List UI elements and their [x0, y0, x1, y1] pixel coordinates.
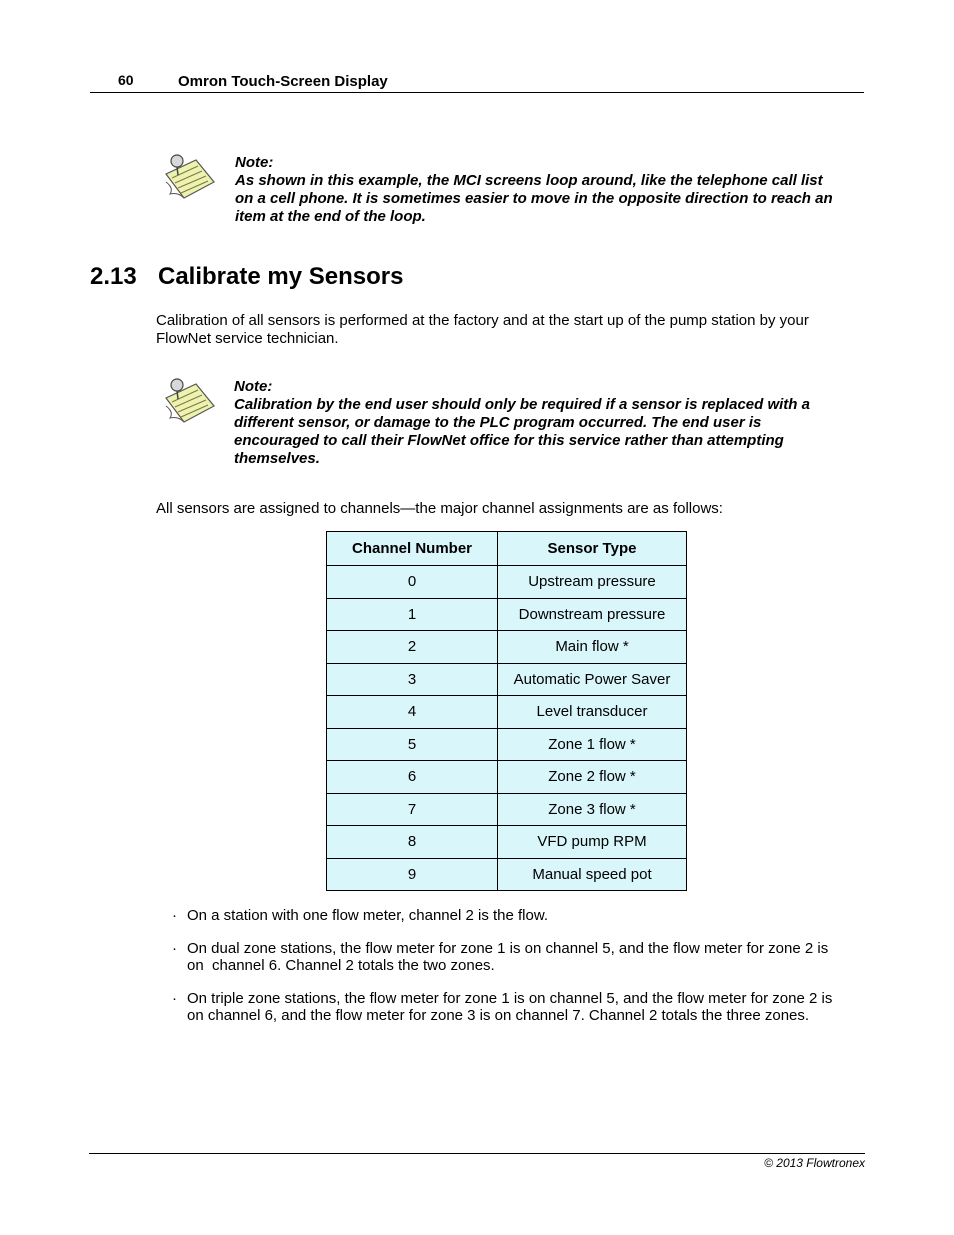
bullet-line: on channel 6. Channel 2 totals the two zones.: [187, 957, 495, 974]
note-pushpin-icon: [160, 152, 218, 202]
section-title: Calibrate my Sensors: [158, 263, 404, 290]
note-line: themselves.: [234, 450, 320, 467]
bullet-line: On triple zone stations, the flow meter for zone 1 is on channel 5, and the flow meter for zone 2 is: [187, 990, 833, 1007]
bullet-marker: ·: [172, 907, 177, 924]
channel-cell: 6: [327, 761, 498, 794]
bullet-marker: ·: [172, 990, 177, 1007]
header-sensor-type: Sensor Type: [498, 532, 687, 566]
note-line: Calibration by the end user should only be required if a sensor is replaced with a: [234, 396, 810, 413]
assign-paragraph: All sensors are assigned to channels—the major channel assignments are as follows:: [156, 500, 723, 517]
bullet-line: on channel 6, and the flow meter for zone 3 is on channel 7. Channel 2 totals the three zones.: [187, 1007, 810, 1024]
channel-cell: 4: [327, 696, 498, 729]
note-label: Note:: [234, 378, 273, 395]
intro-line: FlowNet service technician.: [156, 330, 339, 347]
table-row: [327, 598, 687, 631]
note-pushpin-icon: [160, 376, 218, 426]
list-item: [172, 907, 862, 924]
page-header: [90, 70, 864, 93]
bullet-list: [172, 907, 862, 1040]
sensor-cell: Zone 2 flow *: [498, 761, 687, 794]
sensor-cell: Zone 3 flow *: [498, 793, 687, 826]
page-footer: [89, 1153, 865, 1170]
table-row: [327, 858, 687, 891]
section-number: 2.13: [90, 263, 137, 290]
sensor-cell: Automatic Power Saver: [498, 663, 687, 696]
note-line: different sensor, or damage to the PLC program occurred. The end user is: [234, 414, 762, 431]
note-box-2: [160, 376, 860, 476]
intro-line: Calibration of all sensors is performed at the factory and at the start up of the pump station by your: [156, 312, 809, 329]
intro-paragraph: [156, 312, 856, 348]
channel-cell: 5: [327, 728, 498, 761]
sensor-cell: Main flow *: [498, 631, 687, 664]
sensor-cell: Zone 1 flow *: [498, 728, 687, 761]
list-item: [172, 990, 862, 1024]
note-line: As shown in this example, the MCI screens loop around, like the telephone call list: [235, 172, 823, 189]
sensor-cell: Downstream pressure: [498, 598, 687, 631]
note-line: item at the end of the loop.: [235, 208, 426, 225]
table-row: [327, 793, 687, 826]
bullet-marker: ·: [172, 940, 177, 957]
bullet-line: On a station with one flow meter, channel 2 is the flow.: [187, 907, 549, 924]
sensor-cell: Level transducer: [498, 696, 687, 729]
table-row: [327, 728, 687, 761]
sensor-cell: VFD pump RPM: [498, 826, 687, 859]
sensor-cell: Upstream pressure: [498, 566, 687, 599]
channel-cell: 7: [327, 793, 498, 826]
channel-cell: 8: [327, 826, 498, 859]
list-item: [172, 940, 862, 974]
note-label: Note:: [235, 154, 274, 171]
bullet-line: On dual zone stations, the flow meter for zone 1 is on channel 5, and the flow meter for zone 2 is: [187, 940, 829, 957]
note-line: on a cell phone. It is sometimes easier to move in the opposite direction to reach an: [235, 190, 833, 207]
table-row: [327, 761, 687, 794]
table-row: [327, 566, 687, 599]
channel-cell: 0: [327, 566, 498, 599]
sensor-cell: Manual speed pot: [498, 858, 687, 891]
table-row: [327, 663, 687, 696]
channel-cell: 9: [327, 858, 498, 891]
channel-table: [326, 531, 687, 891]
table-header-row: [327, 532, 687, 566]
note-box-1: [160, 152, 860, 232]
table-row: [327, 826, 687, 859]
page-number: 60: [118, 72, 134, 88]
copyright: © 2013 Flowtronex: [764, 1156, 865, 1170]
channel-cell: 1: [327, 598, 498, 631]
section-heading: [90, 262, 403, 292]
note-line: encouraged to call their FlowNet office for this service rather than attempting: [234, 432, 784, 449]
table-row: [327, 696, 687, 729]
header-title: Omron Touch-Screen Display: [178, 73, 388, 90]
channel-cell: 3: [327, 663, 498, 696]
channel-cell: 2: [327, 631, 498, 664]
header-channel-number: Channel Number: [327, 532, 498, 566]
table-row: [327, 631, 687, 664]
